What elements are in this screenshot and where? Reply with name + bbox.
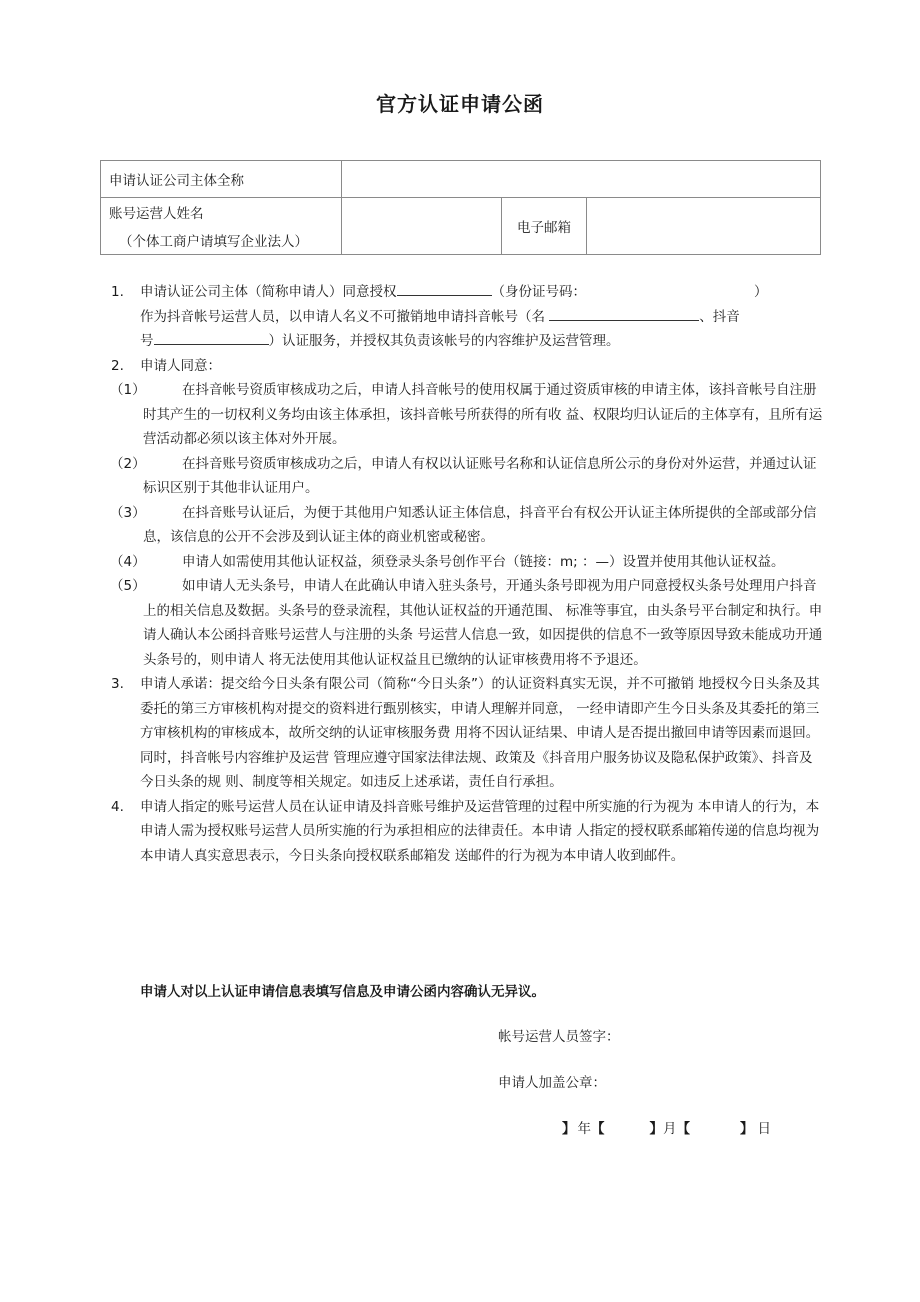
table-row-operator [101,198,821,255]
day-label: 日 [757,1121,771,1137]
operator-name-label-cell [101,198,342,255]
operator-name-label: 账号运营人姓名 [109,206,204,222]
operator-name-field[interactable] [342,198,502,255]
sub-clause-number: （4） [110,553,146,570]
operator-name-note: （个体工商户请填写企业法人） [119,234,308,250]
operator-signature-label: 帐号运营人员签字： [498,1029,620,1045]
letter-body [105,280,825,868]
info-table [100,160,821,255]
date-line [562,1117,771,1137]
account-number-blank[interactable] [154,330,269,345]
account-name-blank[interactable] [549,306,699,321]
clause-text: ） [754,284,768,300]
clause-number: 2. [111,357,124,374]
clause-3 [105,672,825,795]
bracket-open: 【 [676,1121,690,1137]
bracket-close: 】 [740,1121,754,1137]
sub-clause-3 [110,501,825,550]
applicant-seal-label: 申请人加盖公章： [498,1075,606,1091]
company-full-name-field[interactable] [342,161,821,198]
clause-text: 申请人同意： [140,357,221,374]
company-full-name-label: 申请认证公司主体全称 [101,161,342,198]
confirmation-statement: 申请人对以上认证申请信息表填写信息及申请公函内容确认无异议。 [140,984,545,1000]
sub-clause-text: 如申请人无头条号，申请人在此确认申请入驻头条号，开通头条号即视为用户同意授权头条号处理用户抖音上的相关信息及数据。头条号的登录流程，其他认证权益的开通范围、 标准等事宜，由头条号平台制定和执行。申请人确认本公函抖音账号运营人与注册的头条 号运营人信息一致，如因提供的信息不一致等原因导致未能成功开通头条号的，则申请人 将无法使用其他认证权益且已缴纳的认证审核费用将不予退还。 [143,578,823,668]
sub-clause-2 [110,452,825,501]
month-label: 月 [663,1121,677,1137]
sub-clause-number: （1） [110,382,146,398]
table-row-company [101,161,821,198]
sub-clause-4 [110,550,825,575]
clause-number: 1. [111,284,124,300]
clause-2 [105,354,825,379]
clause-number: 3. [111,676,124,692]
clause-text: 申请认证公司主体（简称申请人）同意授权 [140,284,397,300]
clause-text: 作为抖音帐号运营人员，以申请人名义不可撤销地申请抖音帐号（名 [140,308,545,325]
authorized-person-blank[interactable] [397,281,492,296]
clause-text: 号 [140,333,154,349]
clause-1 [105,280,825,354]
bracket-close: 】 [649,1121,663,1137]
sub-clause-number: （2） [110,455,146,472]
bracket-close: 】 [562,1121,576,1137]
clause-text: （身份证号码： [491,284,586,300]
sub-clause-text: 申请人如需使用其他认证权益，须登录头条号创作平台（链接：m; ：—）设置并使用其他认证权益。 [182,553,785,570]
sub-clause-5 [110,574,825,672]
bracket-open: 【 [591,1121,605,1137]
sub-clause-text: 在抖音账号资质审核成功之后，申请人有权以认证账号名称和认证信息所公示的身份对外运营，并通过认证标识区别于其他非认证用户。 [143,455,817,496]
sub-clause-number: （3） [110,504,146,521]
clause-text: ）认证服务，并授权其负责该帐号的内容维护及运营管理。 [268,333,620,349]
year-label: 年 [577,1121,591,1137]
document-title: 官方认证申请公函 [376,92,544,116]
sub-clause-text: 在抖音账号认证后，为便于其他用户知悉认证主体信息，抖音平台有权公开认证主体所提供的全部或部分信息，该信息的公开不会涉及到认证主体的商业机密或秘密。 [143,504,817,545]
sub-clause-text: 在抖音帐号资质审核成功之后，申请人抖音帐号的使用权属于通过资质审核的申请主体，该抖音帐号自注册时其产生的一切权利义务均由该主体承担，该抖音帐号所获得的所有收 益、权限均归认证后的主体享有，且所有运营活动都必须以该主体对外开展。 [143,382,823,447]
clause-number: 4. [111,798,124,815]
email-label: 电子邮箱 [502,198,587,255]
clause-text: 申请人指定的账号运营人员在认证申请及抖音账号维护及运营管理的过程中所实施的行为视为 本申请人的行为，本申请人需为授权账号运营人员所实施的行为承担相应的法律责任。本申请 人指定的授权联系邮箱传递的信息均视为本申请人真实意思表示，今日头条向授权联系邮箱发 送邮件的行为视为本申请人收到邮件。 [140,798,820,864]
sub-clause-1 [110,378,825,452]
clause-text: 、抖音 [699,308,740,325]
clause-4 [105,795,825,869]
email-field[interactable] [587,198,821,255]
sub-clause-number: （5） [110,578,146,594]
clause-text: 申请人承诺：提交给今日头条有限公司（简称“今日头条”）的认证资料真实无误，并不可撤销 地授权今日头条及其委托的第三方审核机构对提交的资料进行甄别核实，申请人理解并同意， 一经申请即产生今日头条及其委托的第三方审核机构的审核成本，故所交纳的认证审核服务费 用将不因认证结果、申请人是否提出撤回申请等因素而退回。同时，抖音帐号内容维护及运营 管理应遵守国家法律法规、政策及《抖音用户服务协议及隐私保护政策》、抖音及今日头条的规 则、制度等相关规定。如违反上述承诺，责任自行承担。 [140,676,820,790]
